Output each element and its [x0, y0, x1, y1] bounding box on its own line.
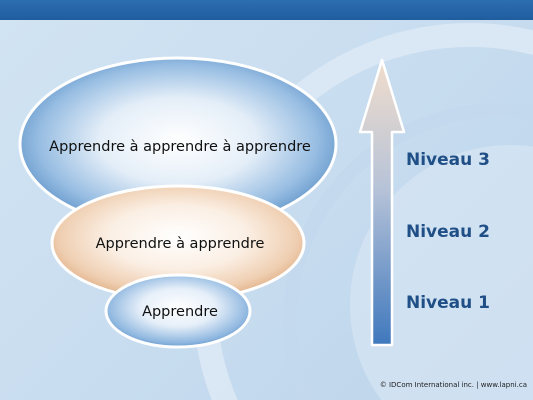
level-label-3: Niveau 3	[406, 150, 490, 170]
level-label-2: Niveau 2	[406, 222, 490, 242]
oval-label-level-3: Apprendre à apprendre à apprendre	[49, 139, 311, 155]
oval-label-level-1: Apprendre	[142, 304, 218, 320]
oval-label-level-2: Apprendre à apprendre	[95, 236, 265, 252]
copyright-notice: © IDCom International inc. | www.lapni.ca	[379, 381, 527, 389]
level-label-1: Niveau 1	[406, 293, 490, 313]
oval-level-1	[106, 275, 250, 347]
